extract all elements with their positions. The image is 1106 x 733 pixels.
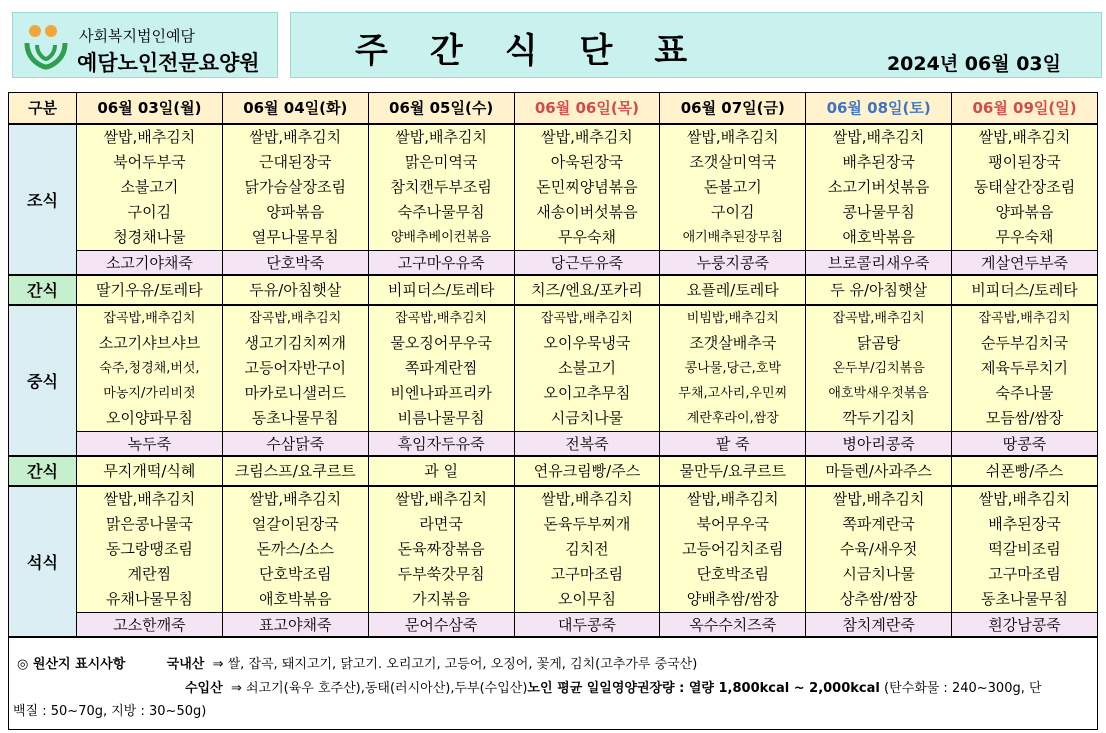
menu-item: 열무나물무침 <box>251 227 339 246</box>
lunch-menu-cell <box>660 305 806 432</box>
menu-item: 단호박조림 <box>696 564 770 583</box>
day-header: 06월 03일(월) <box>77 93 223 124</box>
menu-item: 구이김 <box>127 202 172 221</box>
menu-item: 새송이버섯볶음 <box>536 202 638 221</box>
snack-cell: 크림스프/요쿠르트 <box>222 456 368 486</box>
nutrition-detail-line: 백질 : 50~70g, 지방 : 30~50g) <box>13 704 207 719</box>
porridge-cell: 전복죽 <box>514 432 660 456</box>
menu-item: 오이고추무침 <box>543 383 631 402</box>
menu-item: 쪽파계란국 <box>842 514 915 533</box>
snack-cell: 과 일 <box>368 456 514 486</box>
dinner-label: 석식 <box>9 486 77 637</box>
menu-item: 맑은콩나물국 <box>105 514 193 533</box>
lunch-row <box>9 305 1098 432</box>
import-items: ⇒ 쇠고기(육우 호주산),동태(러시아산),두부(수입산) <box>230 681 528 696</box>
menu-item: 쌀밥,배추김치 <box>395 127 487 146</box>
menu-item: 잡곡밥,배추김치 <box>832 310 925 326</box>
lunch-menu-cell <box>952 305 1098 432</box>
porridge-cell: 고구마우유죽 <box>368 251 514 275</box>
menu-item: 김치전 <box>565 539 609 558</box>
nutrition-detail: (탄수화물 : 240~300g, 단 <box>884 681 1042 696</box>
menu-item: 계란후라이,쌈장 <box>686 410 779 426</box>
menu-item: 팽이된장국 <box>988 152 1061 171</box>
menu-item: 쌀밥,배추김치 <box>541 489 633 508</box>
porridge-cell: 옥수수치즈죽 <box>660 613 806 637</box>
porridge-cell: 대두콩죽 <box>514 613 660 637</box>
porridge-cell: 소고기야채죽 <box>77 251 223 275</box>
snack-cell: 요플레/토레타 <box>660 275 806 305</box>
domestic-items: ⇒ 쌀, 잡곡, 돼지고기, 닭고기. 오리고기, 고등어, 오징어, 꽃게, 김치(고추가루 중국산) <box>212 657 698 672</box>
menu-item: 무채,고사리,우민찌 <box>678 385 788 401</box>
menu-item: 무우숙채 <box>557 227 616 246</box>
menu-item: 소불고기 <box>557 358 616 377</box>
snack-cell: 무지개떡/식혜 <box>77 456 223 486</box>
porridge-cell: 단호박죽 <box>222 251 368 275</box>
snack-cell: 연유크림빵/주스 <box>514 456 660 486</box>
menu-item: 고등어자반구이 <box>244 358 346 377</box>
porridge-cell: 흑임자두유죽 <box>368 432 514 456</box>
breakfast-label: 조식 <box>9 124 77 275</box>
org-name: 사회복지법인예담 <box>79 27 195 45</box>
menu-item: 숙주,청경채,버섯, <box>99 360 200 376</box>
menu-item: 소고기샤브샤브 <box>98 333 201 352</box>
menu-item: 양파볶음 <box>266 202 325 221</box>
menu-item: 근대된장국 <box>259 152 332 171</box>
dinner-menu-cell <box>952 486 1098 613</box>
porridge-cell: 수삼닭죽 <box>222 432 368 456</box>
menu-item: 참치캔두부조림 <box>390 177 492 196</box>
snack-cell: 쉬폰빵/주스 <box>952 456 1098 486</box>
dinner-menu-cell <box>660 486 806 613</box>
menu-item: 배추된장국 <box>988 514 1061 533</box>
menu-item: 돈불고기 <box>703 177 762 196</box>
porridge-cell: 고소한깨죽 <box>77 613 223 637</box>
porridge-cell: 녹두죽 <box>77 432 223 456</box>
lunch-menu-cell <box>77 305 223 432</box>
menu-item: 마농지/가리비젓 <box>103 385 196 401</box>
menu-item: 두부쑥갓무침 <box>397 564 485 583</box>
menu-item: 숙주나물무침 <box>397 202 485 221</box>
menu-item: 비름나물무침 <box>397 408 485 427</box>
menu-item: 쌀밥,배추김치 <box>978 127 1071 146</box>
day-header: 06월 09일(일) <box>952 93 1098 124</box>
porridge-cell: 표고야채죽 <box>222 613 368 637</box>
lunch-menu-cell <box>368 305 514 432</box>
menu-item: 계란찜 <box>127 564 172 583</box>
menu-date: 2024년 06월 03일 <box>886 53 1061 75</box>
menu-item: 잡곡밥,배추김치 <box>540 310 633 326</box>
header <box>6 6 1100 78</box>
menu-item: 유채나물무침 <box>105 589 193 608</box>
porridge-cell: 병아리콩죽 <box>806 432 952 456</box>
menu-item: 돈육짜장볶음 <box>397 539 485 558</box>
porridge-cell: 브로콜리새우죽 <box>806 251 952 275</box>
menu-item: 쌀밥,배추김치 <box>686 489 779 508</box>
menu-item: 동그랑땡조림 <box>105 539 193 558</box>
menu-item: 쪽파계란찜 <box>404 358 478 377</box>
dinner-menu-cell <box>222 486 368 613</box>
menu-item: 잡곡밥,배추김치 <box>249 310 342 326</box>
porridge-cell: 땅콩죽 <box>952 432 1098 456</box>
menu-item: 북어무우국 <box>696 514 770 533</box>
menu-item: 잡곡밥,배추김치 <box>978 310 1071 326</box>
origin-import-line <box>185 677 1042 696</box>
menu-item: 숙주나물 <box>995 383 1054 402</box>
snack-cell: 치즈/엔요/포카리 <box>514 275 660 305</box>
menu-item: 쌀밥,배추김치 <box>395 489 487 508</box>
porridge-cell: 당근두유죽 <box>514 251 660 275</box>
breakfast-menu-cell <box>660 124 806 251</box>
porridge-cell: 흰강남콩죽 <box>952 613 1098 637</box>
breakfast-menu-cell <box>368 124 514 251</box>
menu-item: 돈까스/소스 <box>256 539 335 558</box>
menu-item: 콩나물,당근,호박 <box>684 360 781 376</box>
breakfast-row <box>9 124 1098 251</box>
day-header-row <box>9 93 1098 124</box>
menu-item: 생고기김치찌개 <box>244 333 346 352</box>
lunch-menu-cell <box>222 305 368 432</box>
day-header: 06월 08일(토) <box>806 93 952 124</box>
menu-item: 동초나물무침 <box>251 408 339 427</box>
page-title: 주간식단표 <box>355 31 730 71</box>
day-header: 06월 05일(수) <box>368 93 514 124</box>
menu-table <box>8 92 1098 637</box>
snack-cell: 딸기우유/토레타 <box>77 275 223 305</box>
menu-item: 라면국 <box>419 514 463 533</box>
menu-item: 쌀밥,배추김치 <box>832 127 925 146</box>
menu-item: 애호박볶음 <box>259 589 332 608</box>
menu-item: 무우숙채 <box>995 227 1054 246</box>
porridge-cell: 문어수삼죽 <box>368 613 514 637</box>
snack1-row <box>9 275 1098 305</box>
menu-item: 순두부김치국 <box>981 333 1068 352</box>
menu-item: 고구마조림 <box>988 564 1061 583</box>
breakfast-menu-cell <box>514 124 660 251</box>
snack2-row <box>9 456 1098 486</box>
menu-item: 비엔나파프리카 <box>390 383 492 402</box>
menu-item: 양파볶음 <box>995 202 1054 221</box>
day-header: 06월 06일(목) <box>514 93 660 124</box>
menu-item: 배추된장국 <box>842 152 915 171</box>
menu-item: 비빔밥,배추김치 <box>686 310 779 326</box>
menu-item: 콩나물무침 <box>842 202 915 221</box>
menu-item: 제육두루치기 <box>981 358 1068 377</box>
porridge-cell: 게살연두부죽 <box>952 251 1098 275</box>
porridge-cell: 참치계란죽 <box>806 613 952 637</box>
porridge-cell: 팥 죽 <box>660 432 806 456</box>
title-box <box>290 12 1102 78</box>
menu-item: 온두부/김치볶음 <box>832 360 925 376</box>
menu-item: 오이양파무침 <box>105 408 193 427</box>
menu-item: 상추쌈/쌈장 <box>839 589 918 608</box>
menu-item: 애호박새우젓볶음 <box>828 385 929 401</box>
menu-item: 동태살간장조림 <box>973 177 1076 196</box>
menu-item: 조갯살미역국 <box>689 152 777 171</box>
breakfast-menu-cell <box>222 124 368 251</box>
day-header: 06월 07일(금) <box>660 93 806 124</box>
menu-item: 맑은미역국 <box>404 152 478 171</box>
footer <box>8 636 1098 730</box>
domestic-label: 국내산 <box>166 657 205 672</box>
dinner-menu-cell <box>77 486 223 613</box>
dinner-menu-cell <box>806 486 952 613</box>
menu-item: 쌀밥,배추김치 <box>103 489 196 508</box>
snack-cell: 물만두/요쿠르트 <box>660 456 806 486</box>
facility-name: 예담노인전문요양원 <box>77 51 260 75</box>
menu-item: 시금치나물 <box>550 408 624 427</box>
menu-item: 소고기버섯볶음 <box>827 177 930 196</box>
menu-item: 얼갈이된장국 <box>251 514 339 533</box>
snack-cell: 두 유/아침햇살 <box>806 275 952 305</box>
menu-item: 조갯살배추국 <box>689 333 777 352</box>
menu-item: 단호박조림 <box>259 564 332 583</box>
menu-item: 아욱된장국 <box>550 152 624 171</box>
menu-item: 양배추베이컨볶음 <box>390 229 492 245</box>
porridge-cell: 누룽지콩죽 <box>660 251 806 275</box>
day-header: 06월 04일(화) <box>222 93 368 124</box>
menu-item: 구이김 <box>711 202 755 221</box>
origin-domestic-line <box>17 653 697 672</box>
menu-item: 가지볶음 <box>412 589 471 608</box>
lunch-label: 중식 <box>9 305 77 456</box>
lunch-porridge-row <box>9 432 1098 456</box>
menu-item: 쌀밥,배추김치 <box>832 489 925 508</box>
dinner-row <box>9 486 1098 613</box>
menu-item: 떡갈비조림 <box>988 539 1061 558</box>
breakfast-porridge-row <box>9 251 1098 275</box>
menu-item: 쌀밥,배추김치 <box>541 127 633 146</box>
snack2-label: 간식 <box>9 456 77 486</box>
menu-item: 애기배추된장무침 <box>682 229 784 245</box>
menu-item: 북어두부국 <box>113 152 186 171</box>
menu-item: 양배추쌈/쌈장 <box>686 589 779 608</box>
menu-item: 깍두기김치 <box>842 408 915 427</box>
dinner-menu-cell <box>368 486 514 613</box>
menu-item: 오이우묵냉국 <box>543 333 631 352</box>
menu-item: 닭가슴살장조림 <box>244 177 346 196</box>
menu-item: 쌀밥,배추김치 <box>978 489 1071 508</box>
label-header: 구분 <box>9 93 77 124</box>
menu-item: 돈육두부찌개 <box>543 514 631 533</box>
menu-item: 동초나물무침 <box>981 589 1068 608</box>
menu-item: 마카로니샐러드 <box>244 383 346 402</box>
snack-cell: 두유/아침햇살 <box>222 275 368 305</box>
breakfast-menu-cell <box>952 124 1098 251</box>
lunch-menu-cell <box>514 305 660 432</box>
snack-cell: 비피더스/토레타 <box>952 275 1098 305</box>
import-label: 수입산 <box>185 681 223 696</box>
logo-box <box>12 12 278 78</box>
menu-item: 청경채나물 <box>113 227 186 246</box>
menu-item: 쌀밥,배추김치 <box>103 127 196 146</box>
dinner-porridge-row <box>9 613 1098 637</box>
menu-item: 애호박볶음 <box>842 227 915 246</box>
menu-item: 시금치나물 <box>842 564 915 583</box>
menu-item: 오이무침 <box>557 589 616 608</box>
menu-item: 물오징어무우국 <box>390 333 492 352</box>
menu-item: 쌀밥,배추김치 <box>249 489 342 508</box>
logo-icon <box>21 21 71 71</box>
menu-item: 고구마조림 <box>550 564 624 583</box>
menu-item: 수육/새우젓 <box>839 539 918 558</box>
snack-cell: 마들렌/사과주스 <box>806 456 952 486</box>
menu-item: 닭곰탕 <box>856 333 901 352</box>
menu-item: 잡곡밥,배추김치 <box>103 310 196 326</box>
snack1-label: 간식 <box>9 275 77 305</box>
lunch-menu-cell <box>806 305 952 432</box>
breakfast-menu-cell <box>77 124 223 251</box>
nutrition-title: 노인 평균 일일영양권장량 : 열량 1,800kcal ~ 2,000kcal <box>527 681 880 696</box>
menu-item: 모듬쌈/쌈장 <box>985 408 1064 427</box>
snack-cell: 비피더스/토레타 <box>368 275 514 305</box>
menu-item: 쌀밥,배추김치 <box>249 127 342 146</box>
origin-title: ◎ 원산지 표시사항 <box>17 657 126 672</box>
menu-item: 돈민찌양념볶음 <box>536 177 638 196</box>
menu-item: 고등어김치조림 <box>682 539 784 558</box>
breakfast-menu-cell <box>806 124 952 251</box>
menu-item: 잡곡밥,배추김치 <box>395 310 488 326</box>
menu-item: 소불고기 <box>120 177 179 196</box>
dinner-menu-cell <box>514 486 660 613</box>
menu-item: 쌀밥,배추김치 <box>686 127 779 146</box>
